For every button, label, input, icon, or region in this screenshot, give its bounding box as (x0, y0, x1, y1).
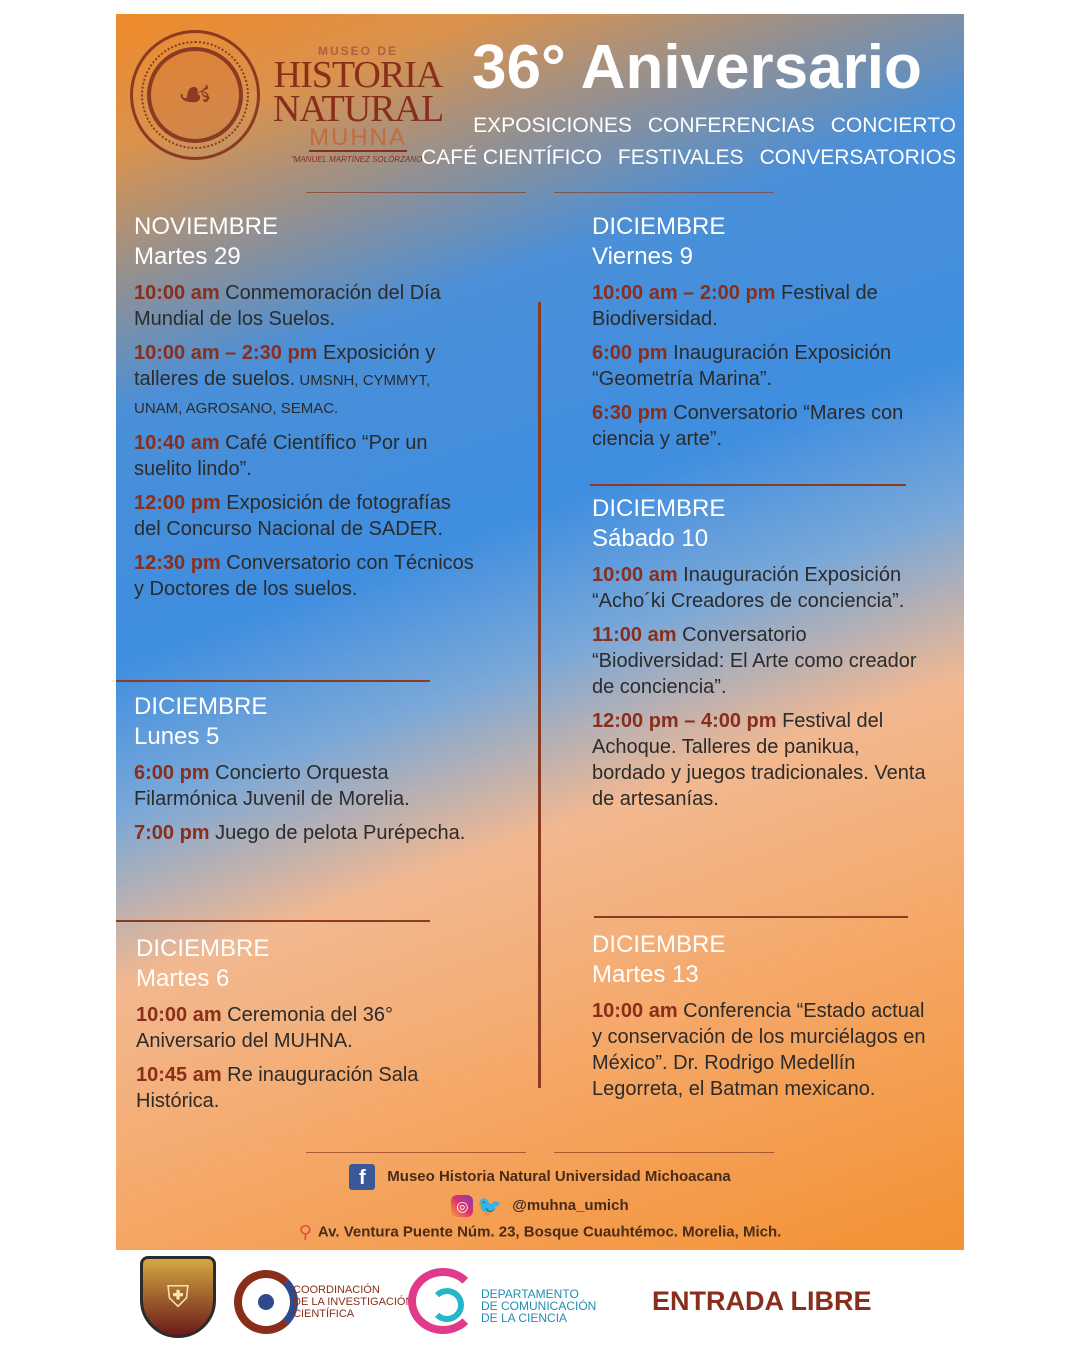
date-month: DICIEMBRE (592, 931, 726, 958)
date-day: Sábado 10 (592, 525, 709, 552)
dcc-logo-inner (430, 1288, 464, 1322)
category-cafe-cientifico: CAFÉ CIENTÍFICO (421, 146, 602, 169)
event-poster (116, 14, 964, 1250)
event-item: 10:00 am – 2:00 pm Festival de Biodiversidad. (592, 282, 878, 330)
event-item: 10:45 am Re inauguración Sala Histórica. (136, 1064, 419, 1112)
category-festivales: FESTIVALES (617, 146, 744, 169)
event-item: 10:40 am Café Científico “Por un suelito lindo”. (134, 432, 428, 480)
logo-historia: HISTORIA (273, 54, 443, 96)
logo-subtitle: "MANUEL MARTÍNEZ SOLÓRZANO" (290, 155, 426, 164)
schedule-diciembre-10 (592, 494, 937, 812)
dcc-logo-text: DEPARTAMENTO DE COMUNICACIÓN DE LA CIENCIA (481, 1287, 597, 1325)
entrada-libre-label: ENTRADA LIBRE (652, 1286, 872, 1316)
date-day: Martes 6 (136, 965, 230, 992)
event-item: 12:30 pm Conversatorio con Técnicos y Doctores de los suelos. (134, 552, 474, 600)
schedule-diciembre-5 (134, 692, 479, 846)
event-item: 10:00 am Conferencia “Estado actual y conservación de los murciélagos en México”. Dr. Rodrigo Medellín Legorreta, el Batman mexicano. (592, 1000, 926, 1100)
date-month: DICIEMBRE (136, 935, 270, 962)
address: Av. Ventura Puente Núm. 23, Bosque Cuauhtémoc. Morelia, Mich. (317, 1223, 782, 1241)
date-month: DICIEMBRE (592, 495, 726, 522)
social-handle[interactable]: @muhna_umich (512, 1196, 629, 1214)
column-divider (538, 302, 541, 1088)
divider (116, 680, 430, 682)
event-item: 6:00 pm Inauguración Exposición “Geometría Marina”. (592, 342, 892, 390)
facebook-name[interactable]: Museo Historia Natural Universidad Michoacana (387, 1167, 731, 1185)
event-item: 7:00 pm Juego de pelota Purépecha. (134, 822, 466, 844)
schedule-diciembre-13 (592, 930, 937, 1102)
category-exposiciones: EXPOSICIONES (473, 114, 632, 137)
location-pin-icon: ⚲ (298, 1222, 312, 1243)
logo-natural: NATURAL (272, 88, 444, 130)
schedule-noviembre-29 (134, 212, 479, 602)
event-item: 10:00 am Conmemoración del Día Mundial de los Suelos. (134, 282, 441, 330)
event-item: 10:00 am Ceremonia del 36° Aniversario del MUHNA. (136, 1004, 394, 1052)
category-list (421, 114, 956, 178)
poster-title: 36° Aniversario (472, 33, 922, 102)
date-day: Martes 13 (592, 961, 699, 988)
event-item: 10:00 am Inauguración Exposición “Acho´ki Creadores de conciencia”. (592, 564, 905, 612)
category-concierto: CONCIERTO (830, 114, 956, 137)
instagram-icon[interactable]: ◎ (451, 1195, 473, 1217)
social-handle-line (116, 1194, 964, 1218)
divider (116, 920, 430, 922)
facebook-icon[interactable]: f (349, 1164, 375, 1190)
event-item: 10:00 am – 2:30 pm Exposición y talleres de suelos. UMSNH, CYMMYT, UNAM, AGROSANO, SEMAC. (134, 342, 436, 417)
schedule-diciembre-9 (592, 212, 937, 452)
twitter-icon[interactable]: 🐦 (477, 1194, 503, 1218)
event-item: 12:00 pm – 4:00 pm Festival del Achoque. Talleres de panikua, bordado y juegos tradicionales. Venta de artesanías. (592, 710, 926, 810)
event-item: 12:00 pm Exposición de fotografías del Concurso Nacional de SADER. (134, 492, 451, 540)
logo-museo: MUSEO DE (317, 44, 398, 58)
date-day: Viernes 9 (592, 243, 693, 270)
cic-logo-text: COORDINACIÓN DE LA INVESTIGACIÓN CIENTÍFICA (293, 1284, 414, 1320)
category-conferencias: CONFERENCIAS (647, 114, 815, 137)
divider (594, 916, 908, 918)
schedule-diciembre-6 (136, 934, 481, 1114)
date-month: DICIEMBRE (134, 693, 268, 720)
date-month: DICIEMBRE (592, 213, 726, 240)
date-day: Lunes 5 (134, 723, 220, 750)
axolotl-seal-icon: ☙ (130, 30, 260, 160)
divider (306, 192, 526, 193)
facebook-line (116, 1164, 964, 1190)
logo-muhna: MUHNA (309, 124, 407, 151)
category-conversatorios: CONVERSATORIOS (759, 146, 956, 169)
divider (306, 1152, 526, 1153)
date-month: NOVIEMBRE (134, 213, 279, 240)
address-line (116, 1222, 964, 1243)
date-day: Martes 29 (134, 243, 241, 270)
event-item: 6:00 pm Concierto Orquesta Filarmónica Juvenil de Morelia. (134, 762, 410, 810)
divider (590, 484, 906, 486)
cic-logo-dot (258, 1294, 274, 1310)
event-item: 11:00 am Conversatorio “Biodiversidad: El Arte como creador de conciencia”. (592, 624, 917, 698)
divider (554, 192, 774, 193)
event-item: 6:30 pm Conversatorio “Mares con ciencia y arte”. (592, 402, 904, 450)
divider (554, 1152, 774, 1153)
university-crest-icon: ⛨ (140, 1256, 216, 1338)
